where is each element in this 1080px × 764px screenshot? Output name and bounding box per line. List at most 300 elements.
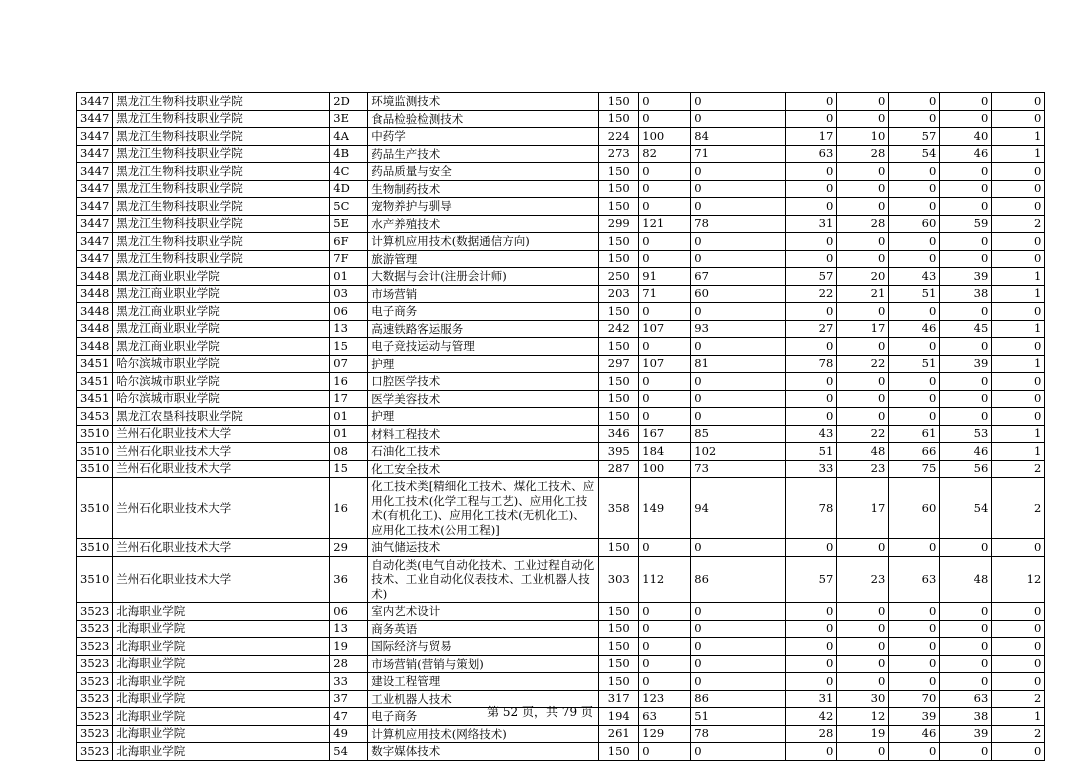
col-6-cell: 0 — [639, 93, 691, 111]
col-11-cell: 0 — [940, 180, 992, 198]
col-10-cell: 54 — [889, 145, 940, 163]
col-7-cell: 51 — [691, 708, 786, 726]
major-code-cell: 2D — [330, 93, 368, 111]
major-code-cell: 6F — [330, 233, 368, 251]
col-11-cell: 0 — [940, 198, 992, 216]
col-6-cell: 149 — [639, 478, 691, 539]
col-9-cell: 0 — [837, 655, 889, 673]
school-name-cell: 黑龙江商业职业学院 — [113, 320, 330, 338]
col-8-cell: 78 — [786, 478, 837, 539]
col-10-cell: 0 — [889, 110, 940, 128]
school-code-cell: 3447 — [77, 145, 113, 163]
col-11-cell: 0 — [940, 408, 992, 426]
major-name-cell: 护理 — [368, 355, 599, 373]
col-6-cell: 71 — [639, 285, 691, 303]
col-11-cell: 0 — [940, 539, 992, 557]
table-row — [77, 620, 1045, 638]
col-6-cell: 100 — [639, 128, 691, 146]
col-5-cell: 299 — [599, 215, 639, 233]
major-name-cell: 国际经济与贸易 — [368, 638, 599, 656]
col-6-cell: 82 — [639, 145, 691, 163]
col-8-cell: 31 — [786, 690, 837, 708]
col-5-cell: 194 — [599, 708, 639, 726]
col-11-cell: 40 — [940, 128, 992, 146]
col-6-cell: 0 — [639, 303, 691, 321]
col-10-cell: 43 — [889, 268, 940, 286]
school-name-cell: 黑龙江生物科技职业学院 — [113, 93, 330, 111]
col-11-cell: 59 — [940, 215, 992, 233]
col-8-cell: 0 — [786, 198, 837, 216]
col-10-cell: 0 — [889, 233, 940, 251]
col-10-cell: 66 — [889, 443, 940, 461]
col-8-cell: 27 — [786, 320, 837, 338]
col-10-cell: 39 — [889, 708, 940, 726]
col-7-cell: 0 — [691, 673, 786, 691]
col-8-cell: 0 — [786, 338, 837, 356]
school-name-cell: 黑龙江生物科技职业学院 — [113, 215, 330, 233]
col-6-cell: 0 — [639, 603, 691, 621]
col-7-cell: 0 — [691, 180, 786, 198]
col-9-cell: 20 — [837, 268, 889, 286]
col-7-cell: 60 — [691, 285, 786, 303]
col-10-cell: 0 — [889, 180, 940, 198]
col-11-cell: 63 — [940, 690, 992, 708]
col-8-cell: 0 — [786, 408, 837, 426]
col-9-cell: 0 — [837, 250, 889, 268]
major-code-cell: 17 — [330, 390, 368, 408]
school-name-cell: 北海职业学院 — [113, 690, 330, 708]
col-5-cell: 346 — [599, 425, 639, 443]
col-7-cell: 94 — [691, 478, 786, 539]
col-11-cell: 0 — [940, 233, 992, 251]
col-6-cell: 107 — [639, 320, 691, 338]
major-code-cell: 06 — [330, 303, 368, 321]
col-5-cell: 317 — [599, 690, 639, 708]
col-7-cell: 73 — [691, 460, 786, 478]
major-code-cell: 49 — [330, 725, 368, 743]
school-code-cell: 3523 — [77, 725, 113, 743]
table-row — [77, 285, 1045, 303]
col-10-cell: 0 — [889, 673, 940, 691]
col-7-cell: 0 — [691, 408, 786, 426]
col-9-cell: 28 — [837, 215, 889, 233]
col-10-cell: 0 — [889, 638, 940, 656]
col-9-cell: 0 — [837, 620, 889, 638]
col-9-cell: 0 — [837, 338, 889, 356]
school-code-cell: 3523 — [77, 708, 113, 726]
col-5-cell: 150 — [599, 638, 639, 656]
table-row — [77, 180, 1045, 198]
major-name-cell: 市场营销(营销与策划) — [368, 655, 599, 673]
major-name-cell: 电子竞技运动与管理 — [368, 338, 599, 356]
col-7-cell: 67 — [691, 268, 786, 286]
table-row — [77, 250, 1045, 268]
col-11-cell: 45 — [940, 320, 992, 338]
school-name-cell: 北海职业学院 — [113, 638, 330, 656]
col-11-cell: 46 — [940, 443, 992, 461]
school-code-cell: 3447 — [77, 163, 113, 181]
school-code-cell: 3447 — [77, 198, 113, 216]
col-9-cell: 17 — [837, 478, 889, 539]
col-6-cell: 123 — [639, 690, 691, 708]
school-name-cell: 北海职业学院 — [113, 725, 330, 743]
col-5-cell: 150 — [599, 539, 639, 557]
school-name-cell: 兰州石化职业技术大学 — [113, 460, 330, 478]
major-code-cell: 28 — [330, 655, 368, 673]
col-8-cell: 28 — [786, 725, 837, 743]
col-7-cell: 0 — [691, 743, 786, 761]
col-12-cell: 0 — [992, 655, 1045, 673]
major-code-cell: 54 — [330, 743, 368, 761]
school-name-cell: 黑龙江生物科技职业学院 — [113, 110, 330, 128]
col-12-cell: 0 — [992, 303, 1045, 321]
col-11-cell: 0 — [940, 743, 992, 761]
col-12-cell: 1 — [992, 425, 1045, 443]
major-code-cell: 36 — [330, 556, 368, 603]
school-name-cell: 黑龙江商业职业学院 — [113, 268, 330, 286]
col-6-cell: 0 — [639, 373, 691, 391]
table-row — [77, 233, 1045, 251]
school-code-cell: 3447 — [77, 233, 113, 251]
col-5-cell: 287 — [599, 460, 639, 478]
col-8-cell: 57 — [786, 556, 837, 603]
col-6-cell: 107 — [639, 355, 691, 373]
major-code-cell: 5E — [330, 215, 368, 233]
table-row — [77, 408, 1045, 426]
table-row — [77, 556, 1045, 603]
col-6-cell: 0 — [639, 655, 691, 673]
school-code-cell: 3451 — [77, 373, 113, 391]
col-12-cell: 1 — [992, 285, 1045, 303]
table-row — [77, 373, 1045, 391]
col-6-cell: 63 — [639, 708, 691, 726]
school-name-cell: 黑龙江生物科技职业学院 — [113, 128, 330, 146]
col-11-cell: 46 — [940, 145, 992, 163]
col-7-cell: 0 — [691, 93, 786, 111]
col-5-cell: 150 — [599, 408, 639, 426]
col-5-cell: 203 — [599, 285, 639, 303]
col-8-cell: 0 — [786, 110, 837, 128]
col-5-cell: 273 — [599, 145, 639, 163]
school-name-cell: 黑龙江生物科技职业学院 — [113, 233, 330, 251]
col-12-cell: 0 — [992, 338, 1045, 356]
major-code-cell: 07 — [330, 355, 368, 373]
col-6-cell: 0 — [639, 198, 691, 216]
col-9-cell: 28 — [837, 145, 889, 163]
major-code-cell: 06 — [330, 603, 368, 621]
major-name-cell: 数字媒体技术 — [368, 743, 599, 761]
col-10-cell: 0 — [889, 408, 940, 426]
col-9-cell: 22 — [837, 355, 889, 373]
col-8-cell: 0 — [786, 539, 837, 557]
col-8-cell: 0 — [786, 673, 837, 691]
school-code-cell: 3523 — [77, 655, 113, 673]
major-name-cell: 材料工程技术 — [368, 425, 599, 443]
col-11-cell: 0 — [940, 603, 992, 621]
col-9-cell: 0 — [837, 408, 889, 426]
col-12-cell: 0 — [992, 743, 1045, 761]
col-6-cell: 100 — [639, 460, 691, 478]
col-8-cell: 0 — [786, 180, 837, 198]
major-code-cell: 03 — [330, 285, 368, 303]
school-name-cell: 北海职业学院 — [113, 673, 330, 691]
col-10-cell: 0 — [889, 620, 940, 638]
col-5-cell: 150 — [599, 250, 639, 268]
col-6-cell: 0 — [639, 673, 691, 691]
table-row — [77, 320, 1045, 338]
school-code-cell: 3448 — [77, 268, 113, 286]
col-12-cell: 2 — [992, 215, 1045, 233]
admission-table — [76, 92, 1045, 761]
major-name-cell: 工业机器人技术 — [368, 690, 599, 708]
col-7-cell: 0 — [691, 390, 786, 408]
major-code-cell: 13 — [330, 320, 368, 338]
col-7-cell: 81 — [691, 355, 786, 373]
school-name-cell: 兰州石化职业技术大学 — [113, 478, 330, 539]
col-10-cell: 51 — [889, 285, 940, 303]
col-6-cell: 167 — [639, 425, 691, 443]
school-name-cell: 黑龙江商业职业学院 — [113, 338, 330, 356]
col-7-cell: 0 — [691, 163, 786, 181]
col-5-cell: 150 — [599, 620, 639, 638]
col-11-cell: 39 — [940, 725, 992, 743]
col-12-cell: 1 — [992, 355, 1045, 373]
school-name-cell: 哈尔滨城市职业学院 — [113, 355, 330, 373]
col-12-cell: 0 — [992, 93, 1045, 111]
school-code-cell: 3523 — [77, 673, 113, 691]
col-9-cell: 0 — [837, 93, 889, 111]
col-11-cell: 0 — [940, 620, 992, 638]
table-row — [77, 460, 1045, 478]
col-9-cell: 0 — [837, 743, 889, 761]
major-name-cell: 计算机应用技术(数据通信方向) — [368, 233, 599, 251]
col-7-cell: 0 — [691, 655, 786, 673]
table-row — [77, 425, 1045, 443]
col-11-cell: 39 — [940, 268, 992, 286]
major-code-cell: 4A — [330, 128, 368, 146]
col-10-cell: 0 — [889, 250, 940, 268]
col-11-cell: 54 — [940, 478, 992, 539]
major-code-cell: 7F — [330, 250, 368, 268]
major-name-cell: 食品检验检测技术 — [368, 110, 599, 128]
col-5-cell: 150 — [599, 655, 639, 673]
table-row — [77, 268, 1045, 286]
col-7-cell: 85 — [691, 425, 786, 443]
col-8-cell: 43 — [786, 425, 837, 443]
col-12-cell: 1 — [992, 268, 1045, 286]
major-name-cell: 环境监测技术 — [368, 93, 599, 111]
col-8-cell: 33 — [786, 460, 837, 478]
school-code-cell: 3510 — [77, 425, 113, 443]
col-9-cell: 22 — [837, 425, 889, 443]
col-10-cell: 0 — [889, 163, 940, 181]
major-name-cell: 油气储运技术 — [368, 539, 599, 557]
col-6-cell: 0 — [639, 390, 691, 408]
major-name-cell: 石油化工技术 — [368, 443, 599, 461]
table-row — [77, 655, 1045, 673]
major-name-cell: 市场营销 — [368, 285, 599, 303]
col-11-cell: 0 — [940, 93, 992, 111]
school-code-cell: 3447 — [77, 215, 113, 233]
col-12-cell: 0 — [992, 198, 1045, 216]
school-code-cell: 3510 — [77, 478, 113, 539]
school-name-cell: 黑龙江生物科技职业学院 — [113, 163, 330, 181]
col-12-cell: 0 — [992, 638, 1045, 656]
col-10-cell: 0 — [889, 198, 940, 216]
col-11-cell: 0 — [940, 638, 992, 656]
col-10-cell: 0 — [889, 338, 940, 356]
col-7-cell: 0 — [691, 110, 786, 128]
col-7-cell: 0 — [691, 638, 786, 656]
school-name-cell: 北海职业学院 — [113, 655, 330, 673]
col-9-cell: 0 — [837, 673, 889, 691]
page-footer: 第 52 页，共 79 页 — [487, 705, 593, 719]
col-8-cell: 0 — [786, 250, 837, 268]
table-row — [77, 478, 1045, 539]
school-code-cell: 3523 — [77, 603, 113, 621]
col-5-cell: 250 — [599, 268, 639, 286]
col-9-cell: 0 — [837, 539, 889, 557]
major-code-cell: 15 — [330, 338, 368, 356]
col-10-cell: 51 — [889, 355, 940, 373]
school-code-cell: 3523 — [77, 743, 113, 761]
col-7-cell: 0 — [691, 338, 786, 356]
table-row — [77, 303, 1045, 321]
col-5-cell: 395 — [599, 443, 639, 461]
school-name-cell: 北海职业学院 — [113, 708, 330, 726]
school-code-cell: 3510 — [77, 443, 113, 461]
col-10-cell: 0 — [889, 743, 940, 761]
major-code-cell: 29 — [330, 539, 368, 557]
school-name-cell: 哈尔滨城市职业学院 — [113, 373, 330, 391]
col-9-cell: 0 — [837, 198, 889, 216]
table-row — [77, 603, 1045, 621]
col-12-cell: 1 — [992, 320, 1045, 338]
col-7-cell: 0 — [691, 303, 786, 321]
col-9-cell: 0 — [837, 163, 889, 181]
school-name-cell: 黑龙江生物科技职业学院 — [113, 145, 330, 163]
school-name-cell: 兰州石化职业技术大学 — [113, 443, 330, 461]
major-code-cell: 5C — [330, 198, 368, 216]
col-12-cell: 0 — [992, 373, 1045, 391]
major-code-cell: 01 — [330, 268, 368, 286]
school-code-cell: 3447 — [77, 180, 113, 198]
col-7-cell: 0 — [691, 539, 786, 557]
col-12-cell: 12 — [992, 556, 1045, 603]
col-5-cell: 150 — [599, 303, 639, 321]
major-code-cell: 37 — [330, 690, 368, 708]
col-7-cell: 78 — [691, 215, 786, 233]
col-6-cell: 121 — [639, 215, 691, 233]
col-11-cell: 0 — [940, 655, 992, 673]
major-name-cell: 药品生产技术 — [368, 145, 599, 163]
col-6-cell: 0 — [639, 250, 691, 268]
col-9-cell: 48 — [837, 443, 889, 461]
school-code-cell: 3510 — [77, 460, 113, 478]
col-10-cell: 0 — [889, 539, 940, 557]
col-8-cell: 0 — [786, 743, 837, 761]
col-9-cell: 30 — [837, 690, 889, 708]
col-10-cell: 70 — [889, 690, 940, 708]
col-7-cell: 86 — [691, 556, 786, 603]
school-name-cell: 黑龙江商业职业学院 — [113, 303, 330, 321]
col-5-cell: 150 — [599, 110, 639, 128]
col-12-cell: 0 — [992, 390, 1045, 408]
school-name-cell: 兰州石化职业技术大学 — [113, 556, 330, 603]
col-7-cell: 93 — [691, 320, 786, 338]
col-6-cell: 129 — [639, 725, 691, 743]
col-5-cell: 224 — [599, 128, 639, 146]
col-10-cell: 0 — [889, 303, 940, 321]
col-11-cell: 0 — [940, 390, 992, 408]
major-code-cell: 3E — [330, 110, 368, 128]
school-name-cell: 黑龙江商业职业学院 — [113, 285, 330, 303]
col-10-cell: 0 — [889, 655, 940, 673]
col-7-cell: 86 — [691, 690, 786, 708]
school-code-cell: 3447 — [77, 93, 113, 111]
col-5-cell: 150 — [599, 163, 639, 181]
col-8-cell: 0 — [786, 620, 837, 638]
school-name-cell: 哈尔滨城市职业学院 — [113, 390, 330, 408]
col-12-cell: 2 — [992, 690, 1045, 708]
major-name-cell: 电子商务 — [368, 303, 599, 321]
major-code-cell: 16 — [330, 478, 368, 539]
major-code-cell: 01 — [330, 425, 368, 443]
col-12-cell: 0 — [992, 673, 1045, 691]
col-6-cell: 91 — [639, 268, 691, 286]
col-5-cell: 303 — [599, 556, 639, 603]
col-5-cell: 150 — [599, 390, 639, 408]
school-code-cell: 3451 — [77, 390, 113, 408]
major-name-cell: 自动化类(电气自动化技术、工业过程自动化技术、工业自动化仪表技术、工业机器人技术) — [368, 556, 599, 603]
major-code-cell: 4B — [330, 145, 368, 163]
table-row — [77, 539, 1045, 557]
col-6-cell: 0 — [639, 180, 691, 198]
col-8-cell: 78 — [786, 355, 837, 373]
major-code-cell: 15 — [330, 460, 368, 478]
col-9-cell: 17 — [837, 320, 889, 338]
col-11-cell: 0 — [940, 303, 992, 321]
major-name-cell: 医学美容技术 — [368, 390, 599, 408]
col-6-cell: 184 — [639, 443, 691, 461]
col-11-cell: 0 — [940, 110, 992, 128]
col-12-cell: 0 — [992, 603, 1045, 621]
col-7-cell: 0 — [691, 603, 786, 621]
col-8-cell: 57 — [786, 268, 837, 286]
col-8-cell: 63 — [786, 145, 837, 163]
major-code-cell: 47 — [330, 708, 368, 726]
col-8-cell: 31 — [786, 215, 837, 233]
col-7-cell: 0 — [691, 373, 786, 391]
col-12-cell: 0 — [992, 180, 1045, 198]
col-11-cell: 56 — [940, 460, 992, 478]
col-8-cell: 0 — [786, 303, 837, 321]
col-11-cell: 0 — [940, 163, 992, 181]
col-8-cell: 0 — [786, 93, 837, 111]
col-10-cell: 0 — [889, 373, 940, 391]
table-row — [77, 743, 1045, 761]
col-6-cell: 0 — [639, 638, 691, 656]
school-name-cell: 北海职业学院 — [113, 743, 330, 761]
col-8-cell: 0 — [786, 373, 837, 391]
major-code-cell: 33 — [330, 673, 368, 691]
col-7-cell: 84 — [691, 128, 786, 146]
col-11-cell: 0 — [940, 373, 992, 391]
col-11-cell: 0 — [940, 673, 992, 691]
col-12-cell: 0 — [992, 233, 1045, 251]
table-row — [77, 110, 1045, 128]
col-8-cell: 17 — [786, 128, 837, 146]
